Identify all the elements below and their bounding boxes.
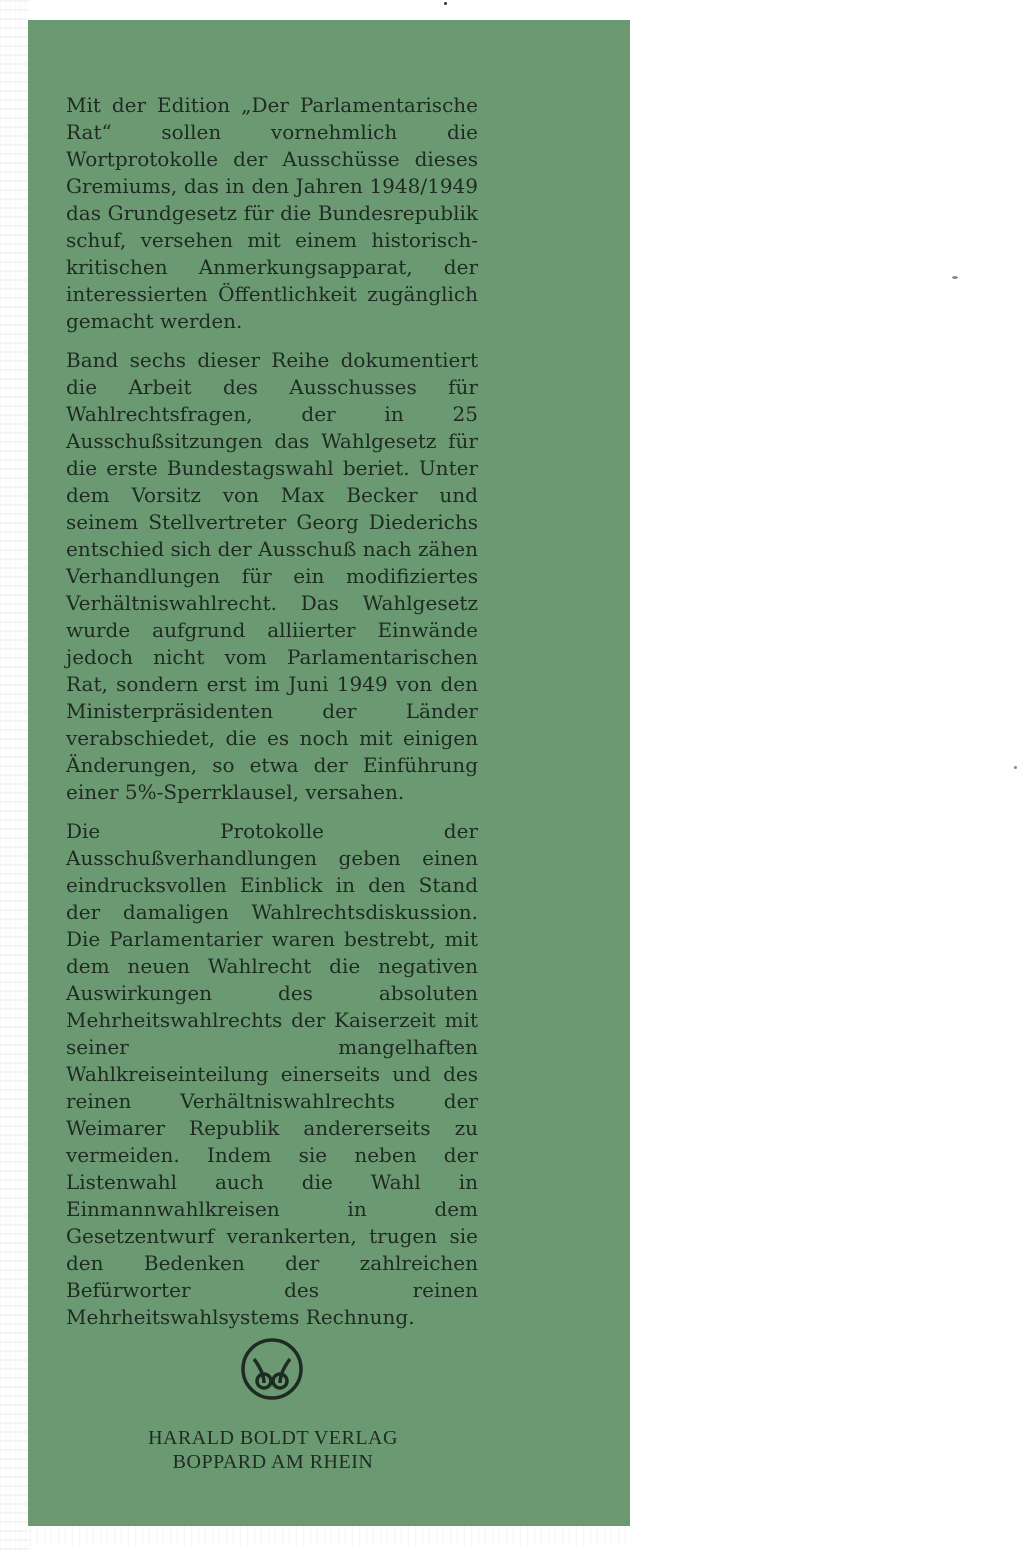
scan-speck: [1014, 766, 1017, 769]
scan-speck: [444, 2, 447, 5]
scan-left-edge-noise: [0, 0, 30, 1552]
blurb-paragraph-3: Die Protokolle der Ausschußverhandlungen geben einen eindrucksvollen Einblick in den Stand der damaligen Wahlrechtsdiskussion. Die Parlamentarier waren bestrebt, mit dem neuen Wahlrecht die negativen Auswirkungen des absoluten Mehrheitswahlrechts der Kaiserzeit mit seiner mangelhaften Wahlkreiseinteilung einerseits und des reinen Verhältniswahlrechts der Weimarer Republik andererseits zu vermeiden. Indem sie neben der Listenwahl auch die Wahl in Einmannwahlkreisen in dem Gesetzentwurf verankerten, trugen sie den Bedenken der zahlreichen Befürworter des reinen Mehrheitswahlsystems Rechnung.: [66, 819, 478, 1329]
blurb-text: [66, 92, 478, 1343]
publisher-city: BOPPARD AM RHEIN: [172, 1451, 374, 1473]
publisher-imprint: [118, 1426, 428, 1474]
book-cover-back-flap: [28, 20, 630, 1526]
scan-speck: [952, 276, 958, 279]
publisher-emblem-icon: [240, 1337, 304, 1401]
blurb-paragraph-2: Band sechs dieser Reihe dokumentiert die Arbeit des Ausschusses für Wahlrechtsfragen, der in 25 Ausschußsitzungen das Wahlgesetz für die erste Bundestagswahl beriet. Unter dem Vorsitz von Max Becker und seinem Stellvertreter Georg Diederichs entschied sich der Ausschuß nach zähen Verhandlungen für ein modifiziertes Verhältniswahlrecht. Das Wahlgesetz wurde aufgrund alliierter Einwände jedoch nicht vom Parlamentarischen Rat, sondern erst im Juni 1949 von den Ministerpräsidenten der Länder verabschiedet, die es noch mit einigen Änderungen, so etwa der Einführung einer 5%-Sperrklausel, versahen.: [66, 348, 478, 804]
scan-bottom-edge-noise: [30, 1526, 630, 1546]
blurb-paragraph-1: Mit der Edition „Der Parlamentarische Rat“ sollen vornehmlich die Wortprotokolle der Ausschüsse dieses Gremiums, das in den Jahren 1948/1949 das Grundgesetz für die Bundesrepublik schuf, versehen mit einem historisch-kritischen Anmerkungsapparat, der interessierten Öffentlichkeit zugänglich gemacht werden.: [66, 93, 478, 333]
publisher-name: HARALD BOLDT VERLAG: [148, 1427, 398, 1449]
